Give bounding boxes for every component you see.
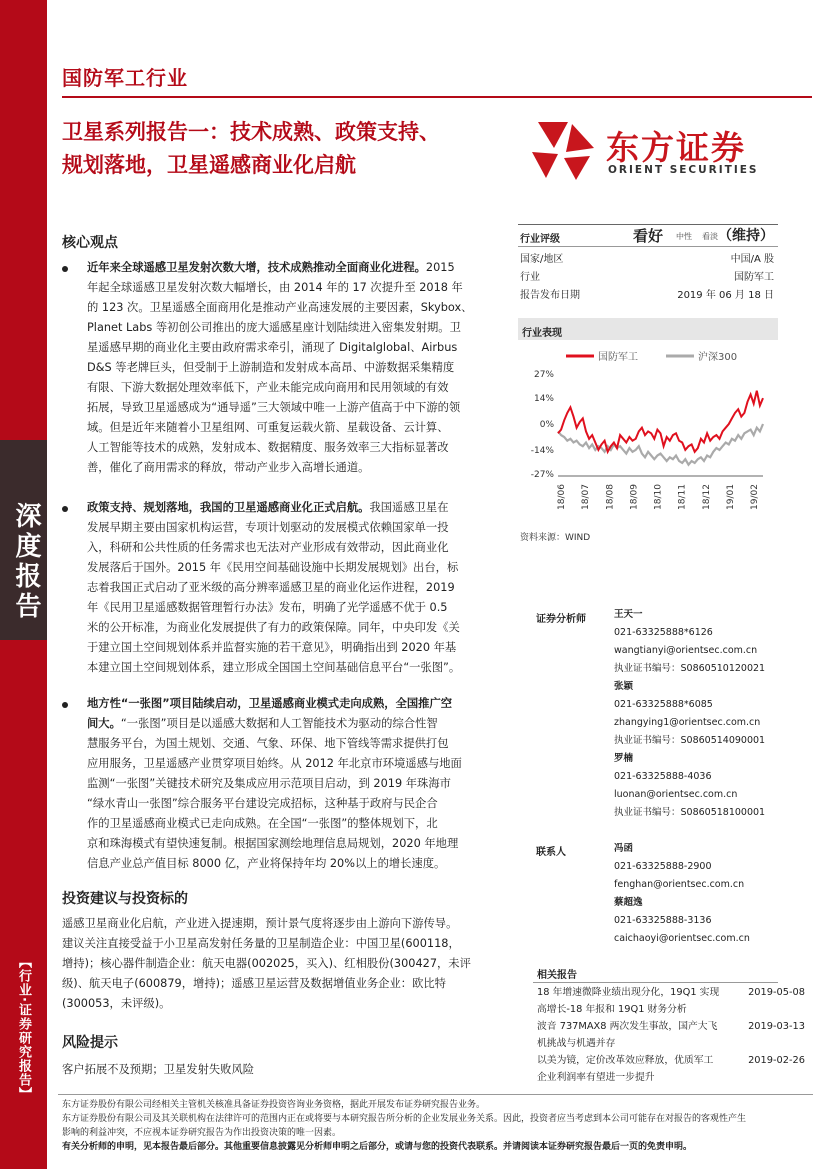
contact-phone: 021-63325888-2900	[614, 861, 712, 872]
report-type-block	[0, 440, 47, 640]
bullet-2-line: 米的公开标准，为商业化发展提供了有力的政策保障。同年，中央印发《关	[87, 621, 460, 634]
investment-line: (300053，未评级)。	[62, 997, 171, 1010]
investment-line: 级)、航天电子(600879，增持)；遥感卫星运营及数据增值业务企业：欧比特	[62, 977, 446, 990]
company-logo	[528, 118, 818, 182]
bullet-2-line: 入，科研和公共性质的任务需求也无法对产业形成有效带动，因此商业化	[87, 541, 449, 554]
related-item-title[interactable]: 高增长-18 年报和 19Q1 财务分析	[537, 1004, 687, 1015]
contacts-label: 联系人	[536, 847, 566, 858]
bullet-1-line: 域。但是近年来随着小卫星组网、可重复运载火箭、星载设备、云计算、	[87, 421, 449, 434]
bullet-3-line: 监测“一张图”关键技术研究及集成应用示范项目启动，到 2019 年珠海市	[87, 777, 451, 790]
rating-rule	[518, 246, 778, 247]
x-tick-label: 19/02	[750, 484, 760, 510]
rating-label: 行业评级	[520, 234, 560, 245]
bullet-3-line: “绿水青山一张图”综合服务平台建设完成招标，这种基于政府与民企合	[87, 797, 438, 810]
related-item[interactable]	[537, 984, 805, 1018]
related-item-date: 2019-03-13	[748, 1021, 805, 1032]
analyst-phone: 021-63325888-4036	[614, 771, 712, 782]
analysts-label: 证券分析师	[536, 614, 586, 625]
analyst-cert: 执业证书编号：S0860510120021	[614, 663, 766, 674]
core-view-heading: 核心观点	[62, 235, 118, 251]
related-item[interactable]	[537, 1018, 805, 1052]
x-tick-label: 18/10	[653, 484, 664, 510]
bullet-2-line: 志着我国正式启动了亚米级的高分辨率遥感卫星的商业化运作进程，2019	[87, 581, 455, 594]
related-list	[537, 984, 805, 1086]
x-tick-label: 19/01	[725, 484, 736, 510]
bullet-3-line: 信息产业总产值目标 8000 亿，产业将保持年均 20%以上的增长速度。	[87, 857, 446, 870]
bullet-2-line: 年《民用卫星遥感数据管理暂行办法》发布，明确了光学遥感不优于 0.5	[87, 601, 448, 614]
analyst-email[interactable]: wangtianyi@orientsec.com.cn	[614, 645, 758, 656]
analyst-cert: 执业证书编号：S0860514090001	[614, 735, 766, 746]
industry-title: 国防军工行业	[62, 66, 188, 90]
investment-line: 遥感卫星商业化启航，产业进入提速期，预计景气度将逐步由上游向下游传导。	[62, 917, 458, 930]
analyst-email[interactable]: zhangying1@orientsec.com.cn	[614, 717, 761, 728]
x-tick-label: 18/09	[629, 484, 640, 510]
risk-text: 客户拓展不及预期；卫星发射失败风险	[62, 1063, 255, 1076]
investment-line: 增持)；核心器件制造企业：航天电器(002025，买入)、红相股份(300427，未评	[62, 957, 471, 970]
investment-line: 建议关注直接受益于小卫星高发射任务量的卫星制造企业：中国卫星(600118，	[62, 937, 460, 950]
contact-email[interactable]: fenghan@orientsec.com.cn	[614, 879, 745, 890]
analyst-phone: 021-63325888*6126	[614, 627, 713, 638]
rating-row-key: 行业	[520, 272, 540, 283]
y-tick-label: -14%	[530, 445, 554, 456]
logo-en-text: ORIENT SECURITIES	[608, 164, 759, 176]
investment-heading: 投资建议与投资标的	[62, 891, 188, 907]
bullet-3-line: 慧服务平台，为国土规划、交通、气象、环保、地下管线等需求提供打包	[87, 737, 449, 750]
x-tick-label: 18/11	[677, 484, 688, 510]
related-item-title[interactable]: 机挑战与机遇并存	[537, 1038, 616, 1049]
rating-maintain: （维持）	[718, 228, 774, 244]
analysts-list	[614, 606, 814, 822]
related-item-title[interactable]: 波音 737MAX8 两次发生事故，国产大飞	[537, 1021, 718, 1032]
bullet-2-line: 于建立国土空间规划体系并监督实施的若干意见》，明确指出到 2020 年基	[87, 641, 457, 654]
report-title	[62, 116, 502, 182]
y-tick-label: 27%	[533, 370, 554, 380]
performance-heading: 行业表现	[522, 328, 562, 339]
bullet-3-dot	[62, 702, 68, 708]
bullet-2	[87, 498, 497, 678]
analyst-name: 张颖	[614, 681, 634, 692]
y-tick-label: -27%	[530, 470, 554, 480]
related-item-date: 2019-05-08	[748, 987, 805, 998]
bullet-1-line: 拓展，导致卫星遥感成为“通导遥”三大领域中唯一上游产值高于中下游的领	[87, 401, 461, 414]
bullet-3-line: 京和珠海模式有望快速复制。根据国家测绘地理信息局规划，2020 年地理	[87, 837, 459, 850]
rating-row-key: 报告发布日期	[520, 290, 580, 301]
analyst-email[interactable]: luonan@orientsec.com.cn	[614, 789, 738, 800]
bullet-1-line: 有限、下游大数据处理效率低下，产业未能完成向商用和民用领域的有效	[87, 381, 449, 394]
related-item-date: 2019-02-26	[748, 1055, 805, 1066]
x-tick-label: 18/06	[557, 484, 567, 510]
related-rule	[533, 982, 778, 983]
bullet-3-line: 作的卫星遥感商业模式已走向成熟。在全国“一张图”的整体规划下，北	[87, 817, 438, 830]
contact-name: 冯函	[614, 843, 634, 854]
investment-text	[62, 914, 502, 1014]
bullet-2-dot	[62, 506, 68, 512]
series-line-defense	[558, 391, 763, 452]
bullet-1-line: 年起全球遥感卫星发射次数大幅增长，由 2014 年的 17 次提升至 2018 年	[87, 281, 463, 294]
header-rule	[62, 96, 812, 98]
logo-mark-icon	[528, 118, 598, 182]
footer-disclaimer	[62, 1098, 817, 1154]
y-tick-label: 0%	[539, 420, 554, 430]
report-title-line1: 卫星系列报告一：技术成熟、政策支持、	[62, 120, 440, 144]
rating-row-key: 国家/地区	[520, 254, 564, 265]
contact-email[interactable]: caichaoyi@orientsec.com.cn	[614, 933, 750, 944]
rating-value: 看好	[633, 227, 664, 245]
y-tick-label: 14%	[533, 394, 554, 405]
bullet-1-line: 善，催化了商用需求的释放，带动产业步入高增长通道。	[87, 461, 370, 474]
report-title-line2: 规划落地，卫星遥感商业化启航	[62, 153, 356, 177]
rating-neutral: 中性	[676, 232, 692, 241]
footer-line: 东方证券股份有限公司经相关主管机关核准具备证券投资咨询业务资格，据此开展发布证券研究报告业务。	[62, 1100, 486, 1110]
bullet-1-lead: 近年来全球遥感卫星发射次数大增，技术成熟推动全面商业化进程。	[87, 261, 426, 274]
x-tick-label: 18/08	[605, 484, 616, 510]
analyst-name: 王天一	[614, 609, 643, 620]
logo-cn-text: 东方证券	[606, 128, 746, 167]
bullet-1-line: 星遥感早期的商业化主要由政府需求牵引，涌现了 Digitalglobal、Airbus	[87, 341, 458, 354]
bullet-1-line: D&S 等老牌巨头，但受制于上游制造和发射成本高昂、中游数据采集精度	[87, 361, 455, 374]
contacts-list	[614, 840, 814, 948]
related-item-title[interactable]: 企业利润率有望进一步提升	[537, 1072, 655, 1083]
related-item-title[interactable]: 以美为镜，定价改革效应释放，优质军工	[537, 1055, 714, 1066]
analyst-phone: 021-63325888*6085	[614, 699, 713, 710]
x-tick-label: 18/12	[701, 484, 712, 510]
report-category-label: 【行业·证券研究报告】	[16, 955, 31, 1101]
bullet-1-line: Planet Labs 等初创公司推出的庞大遥感星座计划陆续进入密集发射期。卫	[87, 321, 461, 334]
bullet-2-line: 本建立国土空间规划体系，建立形成全国国土空间基础信息平台“一张图”。	[87, 661, 461, 674]
bullet-3-lead: 地方性“一张图”项目陆续启动，卫星遥感商业模式走向成熟，全国推广空	[87, 697, 453, 710]
contact-name: 蔡超逸	[614, 897, 643, 908]
bullet-1-dot	[62, 266, 68, 272]
bullet-1-lead-tail: 2015	[425, 261, 455, 274]
bullet-3-lead-tail: “一张图”项目是以遥感大数据和人工智能技术为驱动的综合性智	[120, 717, 438, 730]
related-item[interactable]	[537, 1052, 805, 1086]
bullet-1-line: 的 123 次。卫星遥感全面商用化是推动产业高速发展的主要因素，Skybox、	[87, 301, 473, 314]
rating-bearish: 看淡	[702, 232, 718, 241]
analyst-cert: 执业证书编号：S0860518100001	[614, 807, 766, 818]
legend-label: 沪深300	[698, 352, 738, 363]
risk-heading: 风险提示	[62, 1035, 118, 1051]
related-heading: 相关报告	[537, 970, 577, 981]
chart-source: 资料来源：WIND	[520, 533, 591, 543]
bullet-2-lead: 政策支持、规划落地，我国的卫星遥感商业化正式启航。	[87, 501, 370, 514]
bullet-1	[87, 258, 497, 478]
rating-row-value: 中国/A 股	[730, 254, 774, 265]
bullet-3-line: 应用服务，卫星遥感产业贯穿项目始终。从 2012 年北京市环境遥感与地面	[87, 757, 462, 770]
bullet-3	[87, 694, 497, 874]
report-type-label: 深度报告	[11, 502, 41, 622]
bullet-2-line: 发展早期主要由国家机构运营，专项计划驱动的发展模式依赖国家单一投	[87, 521, 449, 534]
bullet-3-lead2: 间大。	[87, 717, 121, 730]
bullet-2-line: 发展落后于国外。2015 年《民用空间基础设施中长期发展规划》出台，标	[87, 561, 459, 574]
performance-chart	[518, 344, 778, 544]
x-tick-label: 18/07	[581, 484, 592, 510]
related-item-title[interactable]: 18 年增速微降业绩出现分化，19Q1 实现	[537, 987, 720, 998]
bullet-1-line: 人工智能等技术的成熟，发射成本、数据精度、服务效率三大指标显著改	[87, 441, 449, 454]
rating-row-value: 国防军工	[734, 272, 774, 283]
series-line-csi300	[558, 424, 763, 465]
rating-row-value: 2019 年 06 月 18 日	[677, 290, 774, 301]
footer-rule	[58, 1094, 813, 1095]
footer-line: 有关分析师的申明，见本报告最后部分。其他重要信息披露见分析师申明之后部分，或请与您的投资代表联系。并请阅读本证券研究报告最后一页的免责申明。	[62, 1142, 693, 1152]
analyst-name: 罗楠	[614, 753, 634, 764]
contact-phone: 021-63325888-3136	[614, 915, 712, 926]
footer-line: 东方证券股份有限公司及其关联机构在法律许可的范围内正在或将要与本研究报告所分析的企业发展业务关系。因此，投资者应当考虑到本公司可能存在对报告的客观性产生	[62, 1114, 747, 1124]
legend-label: 国防军工	[598, 352, 638, 363]
bullet-2-lead-tail: 我国遥感卫星在	[369, 501, 449, 514]
footer-line: 影响的利益冲突，不应视本证券研究报告为作出投资决策的唯一因素。	[62, 1128, 342, 1138]
